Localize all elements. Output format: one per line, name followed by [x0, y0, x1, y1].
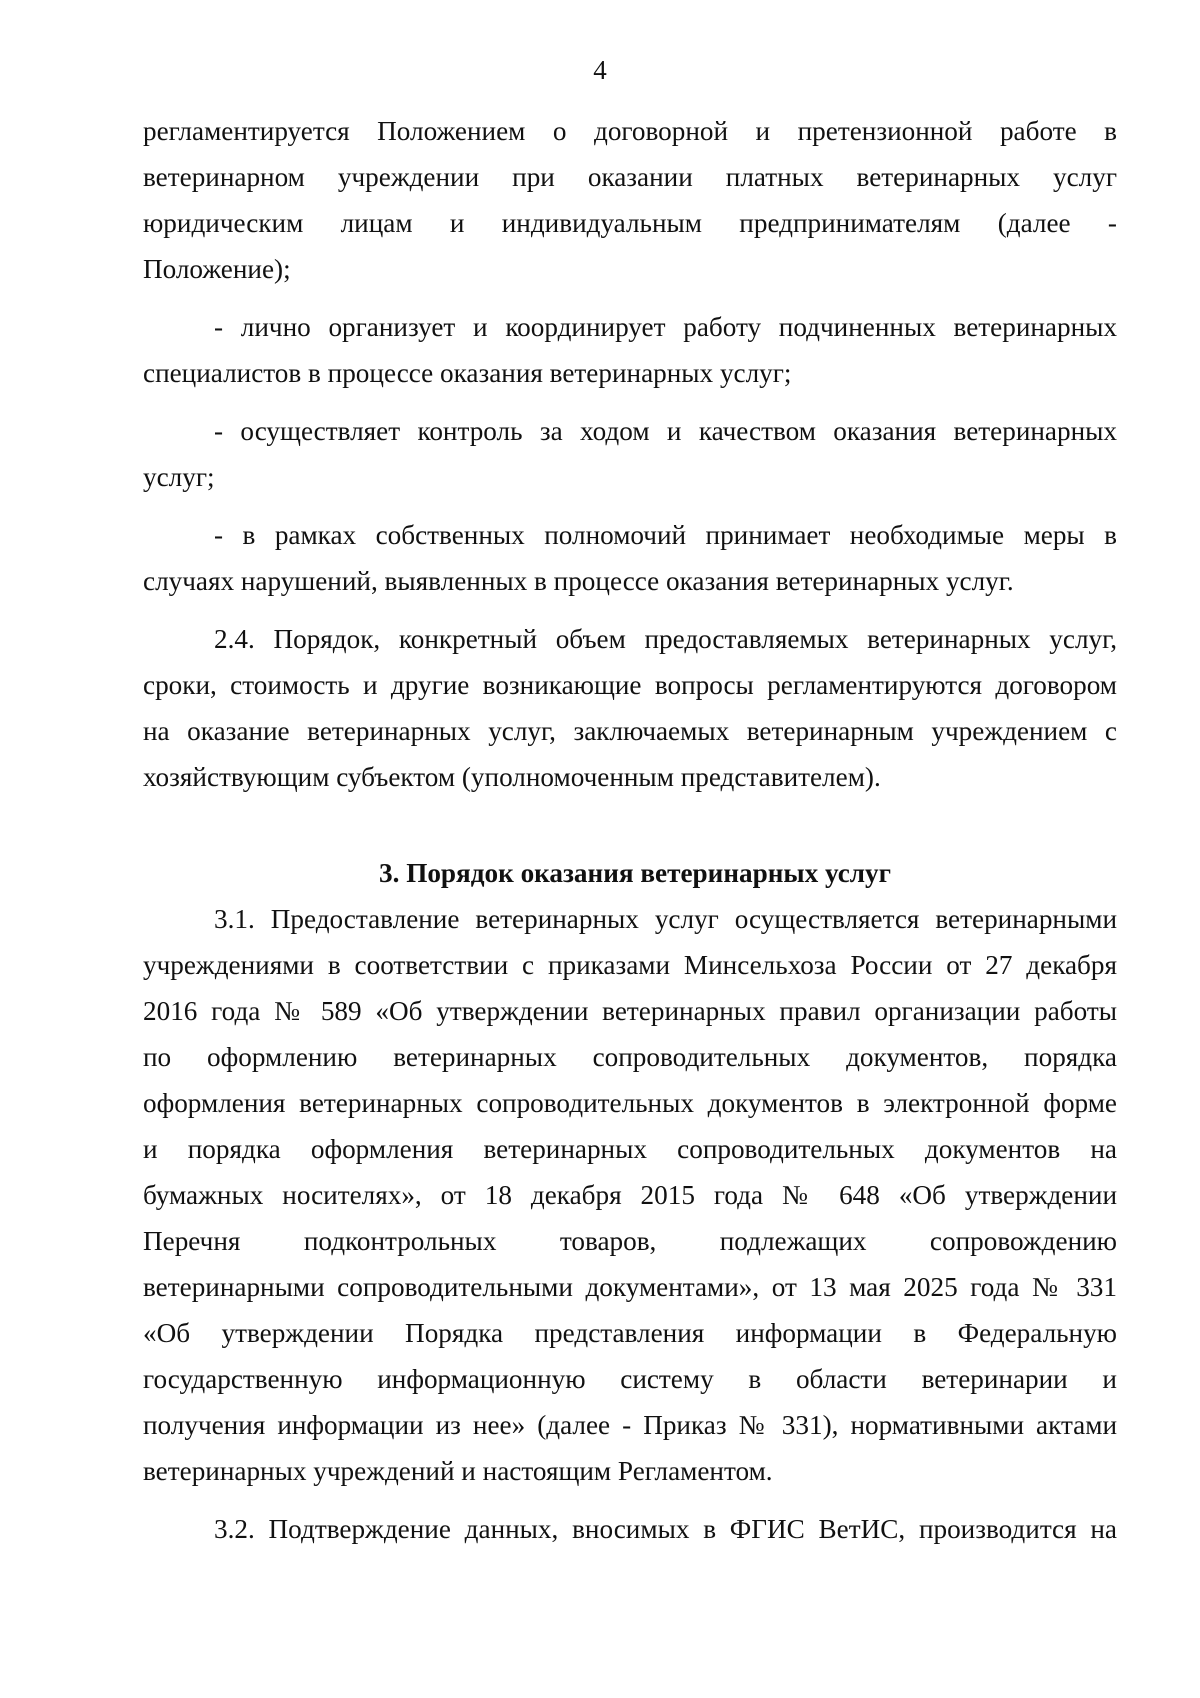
text-line: на оказание ветеринарных услуг, заключаемых ветеринарным учреждением с [143, 716, 1117, 746]
text-line: - лично организует и координирует работу подчиненных ветеринарных [214, 312, 1117, 342]
text-line: «Об утверждении Порядка представления информации в Федеральную [143, 1318, 1117, 1348]
text-line: Перечня подконтрольных товаров, подлежащих сопровождению [143, 1226, 1117, 1256]
text-line: получения информации из нее» (далее - Приказ № 331), нормативными актами [143, 1410, 1117, 1440]
text-line: учреждениями в соответствии с приказами Минсельхоза России от 27 декабря [143, 950, 1117, 980]
text-line: 2016 года № 589 «Об утверждении ветеринарных правил организации работы [143, 996, 1117, 1026]
text-line: - осуществляет контроль за ходом и качеством оказания ветеринарных [214, 416, 1117, 446]
text-line: юридическим лицам и индивидуальным предпринимателям (далее - [143, 208, 1117, 238]
text-line: регламентируется Положением о договорной и претензионной работе в [143, 116, 1117, 146]
paragraph [143, 896, 1117, 1494]
text-line: 3.1. Предоставление ветеринарных услуг осуществляется ветеринарными [214, 904, 1117, 934]
text-line: Положение); [143, 254, 291, 284]
text-line: сроки, стоимость и другие возникающие вопросы регламентируются договором [143, 670, 1117, 700]
text-line: хозяйствующим субъектом (уполномоченным представителем). [143, 762, 881, 792]
paragraph [143, 512, 1117, 604]
text-line: услуг; [143, 462, 215, 492]
text-line: по оформлению ветеринарных сопроводительных документов, порядка [143, 1042, 1117, 1072]
paragraphs-before-heading [143, 108, 1117, 800]
document-body [143, 108, 1117, 1552]
text-line: - в рамках собственных полномочий принимает необходимые меры в [214, 520, 1117, 550]
text-line: специалистов в процессе оказания ветеринарных услуг; [143, 358, 792, 388]
text-line: ветеринарном учреждении при оказании платных ветеринарных услуг [143, 162, 1117, 192]
text-line: случаях нарушений, выявленных в процессе оказания ветеринарных услуг. [143, 566, 1014, 596]
paragraph [143, 304, 1117, 396]
text-line: ветеринарными сопроводительными документами», от 13 мая 2025 года № 331 [143, 1272, 1117, 1302]
text-line: 2.4. Порядок, конкретный объем предоставляемых ветеринарных услуг, [214, 624, 1117, 654]
paragraph [143, 1506, 1117, 1552]
text-line: оформления ветеринарных сопроводительных документов в электронной форме [143, 1088, 1117, 1118]
text-line: государственную информационную систему в области ветеринарии и [143, 1364, 1117, 1394]
section-heading-wrap [143, 850, 1117, 896]
paragraph [143, 616, 1117, 800]
paragraph [143, 108, 1117, 292]
text-line: и порядка оформления ветеринарных сопроводительных документов на [143, 1134, 1117, 1164]
page-number: 4 [593, 55, 607, 85]
section-heading: 3. Порядок оказания ветеринарных услуг [379, 858, 891, 888]
text-line: 3.2. Подтверждение данных, вносимых в ФГИС ВетИС, производится на [214, 1514, 1117, 1544]
paragraphs-after-heading [143, 896, 1117, 1552]
text-line: бумажных носителях», от 18 декабря 2015 года № 648 «Об утверждении [143, 1180, 1117, 1210]
text-line: ветеринарных учреждений и настоящим Регламентом. [143, 1456, 773, 1486]
paragraph [143, 408, 1117, 500]
